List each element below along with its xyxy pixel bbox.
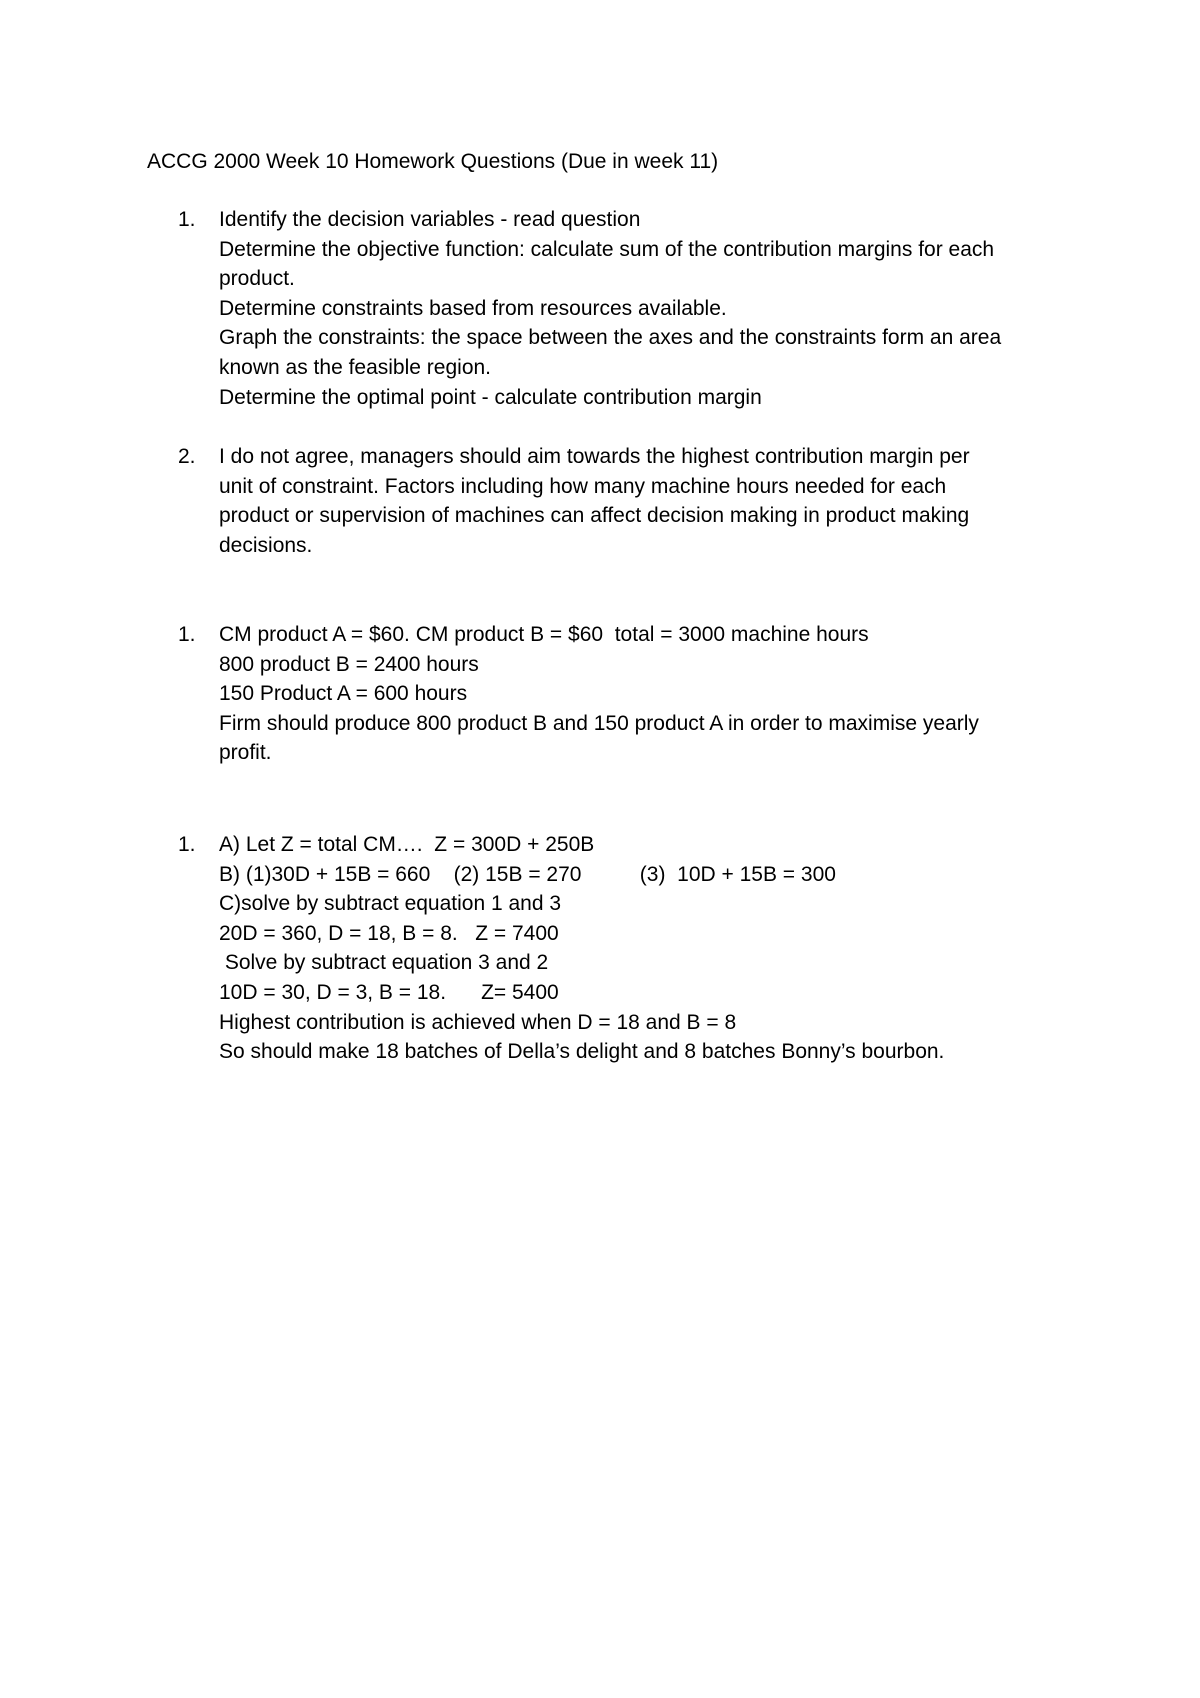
text-line: I do not agree, managers should aim towards the highest contribution margin per: [219, 445, 970, 468]
section-text: [219, 205, 1079, 412]
text-line: product or supervision of machines can affect decision making in product making: [219, 504, 970, 528]
text-line: So should make 18 batches of Della’s delight and 8 batches Bonny’s bourbon.: [219, 1040, 945, 1064]
section-number: 1.: [178, 208, 196, 231]
text-line: 20D = 360, D = 18, B = 8. Z = 7400: [219, 921, 559, 945]
text-line: C)solve by subtract equation 1 and 3: [219, 892, 562, 916]
section-number: 1.: [178, 623, 196, 646]
text-line: Determine the optimal point - calculate contribution margin: [219, 385, 762, 409]
text-line: Determine constraints based from resources available.: [219, 296, 727, 320]
text-line: product.: [219, 267, 295, 291]
text-line: B) (1)30D + 15B = 660 (2) 15B = 270 (3) 10D + 15B = 300: [219, 862, 836, 886]
section-number: 2.: [178, 445, 196, 468]
text-line: 10D = 30, D = 3, B = 18. Z= 5400: [219, 980, 559, 1004]
text-line: Highest contribution is achieved when D = 18 and B = 8: [219, 1010, 737, 1034]
text-line: 800 product B = 2400 hours: [219, 652, 479, 676]
text-line: known as the feasible region.: [219, 355, 492, 379]
text-line: Identify the decision variables - read question: [219, 208, 641, 231]
section-text: [219, 620, 1079, 768]
text-line: unit of constraint. Factors including how many machine hours needed for each: [219, 474, 947, 498]
text-line: decisions.: [219, 533, 313, 557]
text-line: Graph the constraints: the space between the axes and the constraints form an area: [219, 326, 1002, 350]
section-text: [219, 442, 1079, 560]
section-text: [219, 830, 1079, 1067]
text-line: profit.: [219, 741, 272, 765]
text-line: Determine the objective function: calculate sum of the contribution margins for each: [219, 237, 995, 261]
document-title: ACCG 2000 Week 10 Homework Questions (Due in week 11): [147, 150, 719, 173]
section-number: 1.: [178, 833, 196, 856]
text-line: CM product A = $60. CM product B = $60 total = 3000 machine hours: [219, 623, 869, 646]
text-line: A) Let Z = total CM…. Z = 300D + 250B: [219, 833, 595, 856]
text-line: Solve by subtract equation 3 and 2: [219, 951, 549, 975]
text-line: Firm should produce 800 product B and 150 product A in order to maximise yearly: [219, 711, 979, 735]
text-line: 150 Product A = 600 hours: [219, 682, 468, 706]
